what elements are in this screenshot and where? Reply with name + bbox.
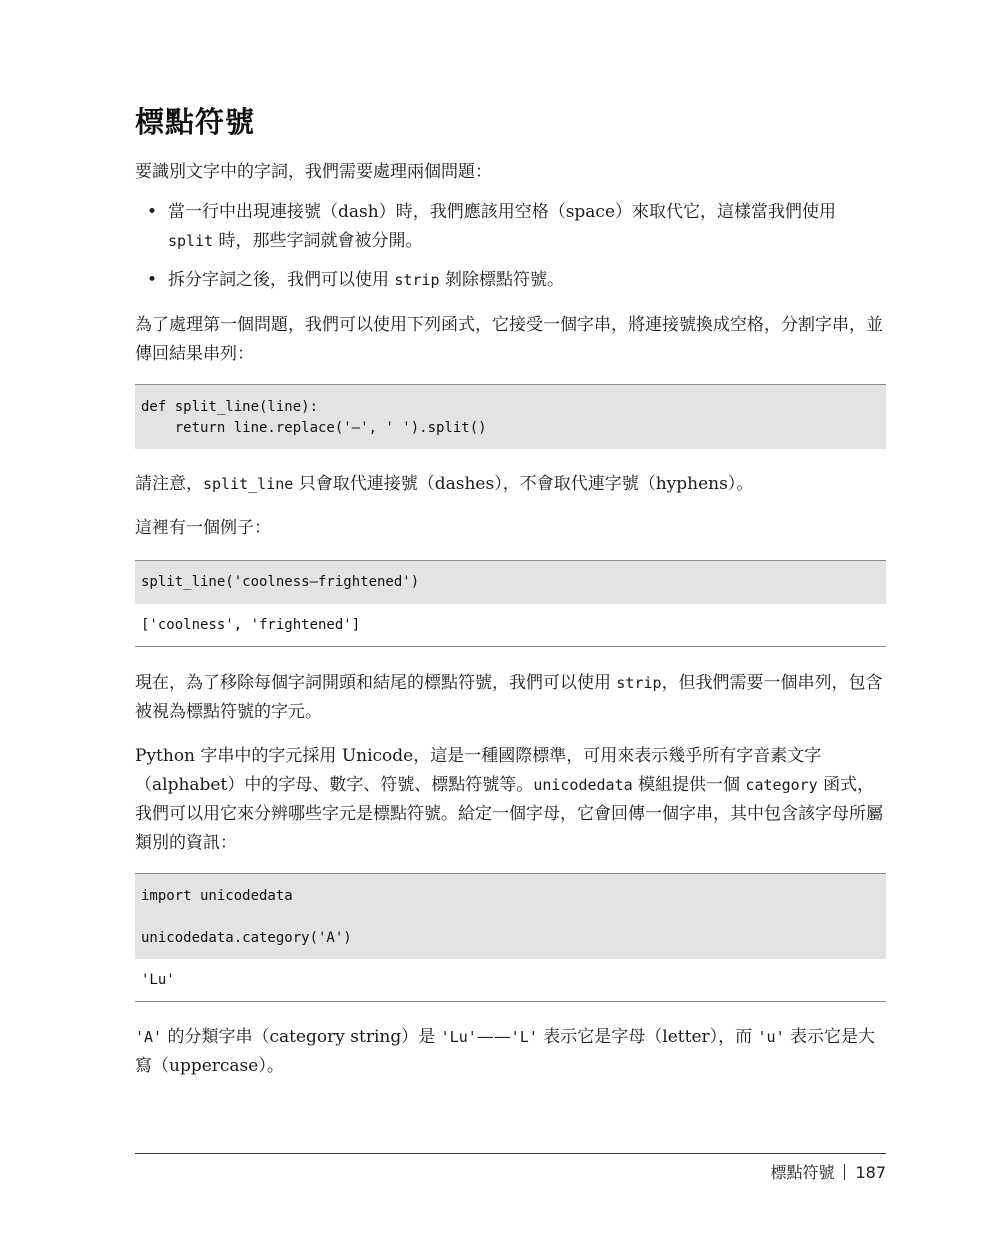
paragraph-6-code-3: 'L' [510, 1028, 538, 1046]
bullet-2-text-a: 拆分字詞之後，我們可以使用 [168, 270, 395, 290]
footer-separator [844, 1164, 845, 1180]
paragraph-2-text-b: 只會取代連接號（dashes），不會取代連字號（hyphens）。 [293, 474, 754, 494]
code-line: import unicodedata [141, 888, 293, 904]
bullet-1-code: split [168, 232, 214, 250]
intro-paragraph: 要識別文字中的字詞，我們需要處理兩個問題： [135, 162, 492, 182]
paragraph-6 [135, 1023, 886, 1081]
paragraph-5-code-1: unicodedata [533, 776, 633, 794]
footer-rule [135, 1153, 886, 1154]
bullet-2-code: strip [394, 271, 440, 289]
paragraph-2 [135, 470, 886, 499]
bullet-2-text-b: 剝除標點符號。 [439, 270, 564, 290]
bullet-1-text-a: 當一行中出現連接號（dash）時，我們應該用空格（space）來取代它，這樣當我們使用 [168, 202, 837, 222]
bullet-dot-icon: • [147, 202, 158, 222]
paragraph-6-text-c: 表示它是字母（letter），而 [537, 1027, 758, 1047]
paragraph-2-code: split_line [203, 475, 294, 493]
code-block-example-input [135, 560, 886, 604]
footer-section-title: 標點符號 [770, 1163, 835, 1182]
code-output-line: 'Lu' [141, 972, 175, 988]
paragraph-5-text-a: Python 字串中的字元採用 Unicode，這是一種國際標準，可用來表示幾乎所有字音素文字（alphabet）中的字母、數字、符號、標點符號等。 [135, 746, 822, 795]
paragraph-4-code: strip [616, 674, 662, 692]
code-line: return line.replace('—', ' ').split() [141, 420, 487, 436]
paragraph-6-code-1: 'A' [135, 1028, 163, 1046]
paragraph-6-text-a: 的分類字串（category string）是 [162, 1027, 441, 1047]
code-line: unicodedata.category('A') [141, 930, 352, 946]
bullet-dot-icon: • [147, 270, 158, 290]
bullet-1-text-b: 時，那些字詞就會被分開。 [213, 231, 423, 251]
paragraph-5-code-2: category [745, 776, 818, 794]
paragraph-1: 為了處理第一個問題，我們可以使用下列函式，它接受一個字串，將連接號換成空格，分割字串，並傳回結果串列： [135, 315, 883, 364]
section-heading: 標點符號 [135, 105, 256, 139]
code-line: def split_line(line): [141, 399, 319, 415]
paragraph-6-code-4: 'u' [757, 1028, 785, 1046]
bullet-item-1 [147, 198, 886, 256]
code-block-example-output [135, 603, 886, 647]
code-block-unicodedata [135, 873, 886, 959]
paragraph-4-text-a: 現在，為了移除每個字詞開頭和結尾的標點符號，我們可以使用 [135, 673, 617, 693]
paragraph-2-text-a: 請注意， [135, 474, 203, 494]
paragraph-5 [135, 742, 886, 858]
code-block-unicodedata-output [135, 958, 886, 1002]
code-output-line: ['coolness', 'frightened'] [141, 617, 361, 633]
paragraph-6-code-2: 'Lu' [440, 1028, 477, 1046]
page-footer [770, 1160, 886, 1183]
paragraph-5-text-c: 函式，我們可以用它來分辨哪些字元是標點符號。給定一個字母，它會回傳一個字串，其中包含該字母所屬類別的資訊： [135, 775, 883, 853]
paragraph-5-text-b: 模組提供一個 [632, 775, 746, 795]
paragraph-3: 這裡有一個例子： [135, 518, 271, 538]
paragraph-4 [135, 669, 886, 727]
code-line: split_line('coolness—frightened') [141, 574, 420, 590]
paragraph-4-text-b: ，但我們需要一個串列，包含被視為標點符號的字元。 [135, 673, 883, 722]
page-number: 187 [855, 1163, 886, 1182]
paragraph-6-text-b: —— [476, 1027, 511, 1047]
code-block-split-line [135, 384, 886, 449]
bullet-item-2 [147, 266, 886, 295]
paragraph-6-text-d: 表示它是大寫（uppercase）。 [135, 1027, 876, 1076]
